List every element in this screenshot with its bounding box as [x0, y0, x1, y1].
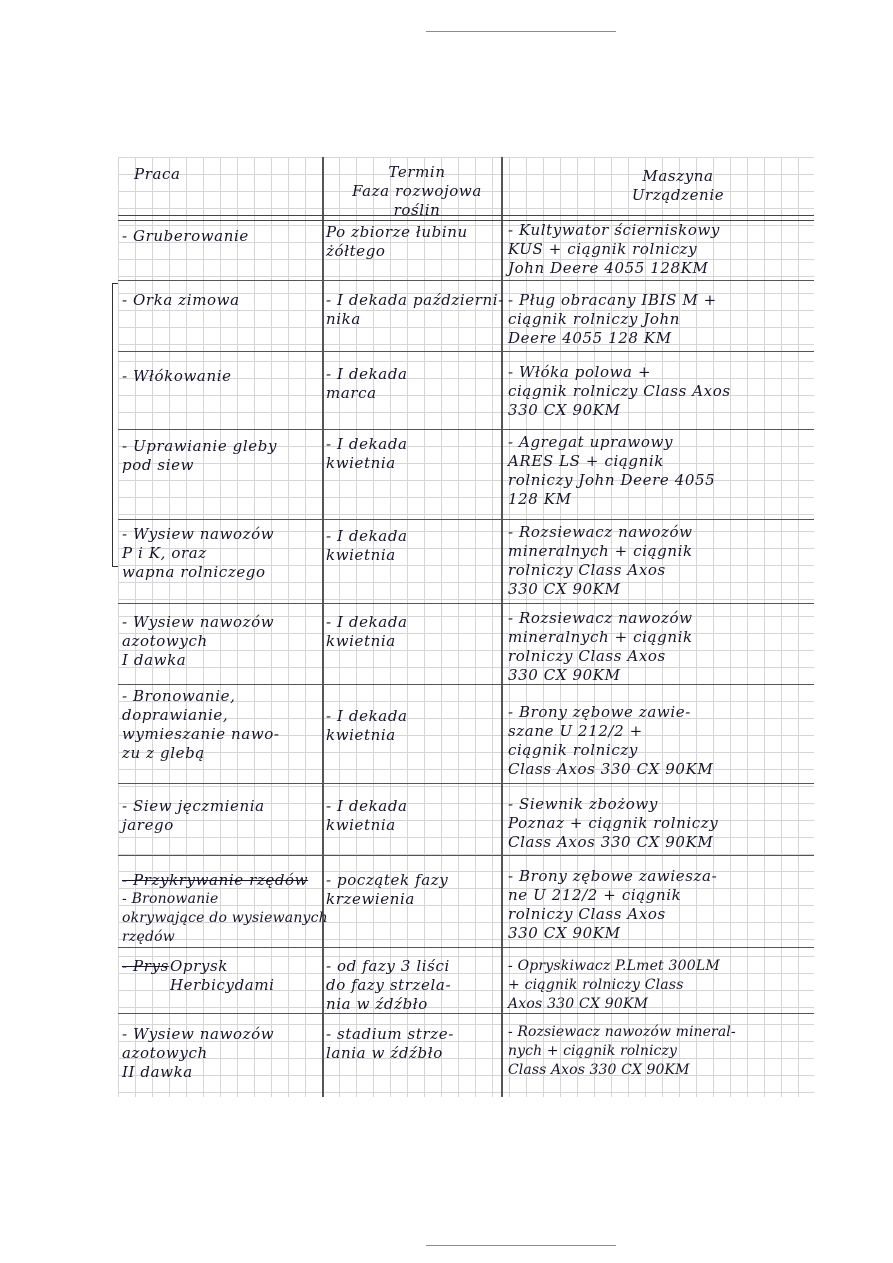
- header-maszyna: Maszyna Urządzenie: [631, 167, 725, 204]
- row-11-maszyna: - Rozsiewacz nawozów mineral- nych + ciągnik rolniczy Class Axos 330 CX 90KM: [508, 1024, 736, 1078]
- row-10-maszyna: - Opryskiwacz P.Lmet 300LM + ciągnik rolniczy Class Axos 330 CX 90KM: [508, 958, 720, 1012]
- row-2-praca: - Orka zimowa: [122, 291, 240, 309]
- row-4-maszyna: - Agregat uprawowy ARES LS + ciągnik rolniczy John Deere 4055 128 KM: [508, 433, 716, 508]
- row-divider: [118, 783, 814, 784]
- row-1-maszyna: - Kultywator ścierniskowy KUS + ciągnik rolniczy John Deere 4055 128KM: [508, 221, 720, 277]
- row-7-maszyna: - Brony zębowe zawie- szane U 212/2 + ciągnik rolniczy Class Axos 330 CX 90KM: [508, 703, 714, 778]
- header-termin: Termin Faza rozwojowa roślin: [352, 163, 482, 219]
- row-divider: [118, 684, 814, 685]
- row-6-praca: - Wysiew nawozów azotowych I dawka: [122, 613, 275, 669]
- row-3-termin: - I dekada marca: [326, 365, 408, 402]
- column-divider: [322, 157, 324, 1097]
- row-10-praca-struck: - Prys: [122, 957, 169, 975]
- row-9-praca-struck: - Przykrywanie rzędów: [122, 871, 309, 889]
- row-divider: [118, 429, 814, 430]
- handwritten-table: [118, 157, 814, 1097]
- row-10-termin: - od fazy 3 liści do fazy strzela- nia w źdźbło: [326, 957, 452, 1013]
- row-6-maszyna: - Rozsiewacz nawozów mineralnych + ciągnik rolniczy Class Axos 330 CX 90KM: [508, 609, 693, 684]
- row-10-praca: Oprysk Herbicydami: [170, 957, 275, 994]
- row-divider: [118, 603, 814, 604]
- row-8-maszyna: - Siewnik zbożowy Poznaz + ciągnik rolniczy Class Axos 330 CX 90KM: [508, 795, 719, 851]
- row-divider: [118, 519, 814, 520]
- row-8-praca: - Siew jęczmienia jarego: [122, 797, 265, 834]
- row-5-termin: - I dekada kwietnia: [326, 527, 408, 564]
- row-4-praca: - Uprawianie gleby pod siew: [122, 437, 278, 474]
- row-1-termin: Po zbiorze łubinu żółtego: [326, 223, 468, 260]
- row-11-termin: - stadium strze- lania w źdźbło: [326, 1025, 454, 1062]
- row-2-maszyna: - Pług obracany IBIS M + ciągnik rolniczy John Deere 4055 128 KM: [508, 291, 717, 347]
- row-3-maszyna: - Włóka polowa + ciągnik rolniczy Class Axos 330 CX 90KM: [508, 363, 731, 419]
- bottom-page-rule: [426, 1245, 616, 1246]
- row-4-termin: - I dekada kwietnia: [326, 435, 408, 472]
- row-1-praca: - Gruberowanie: [122, 227, 249, 245]
- row-divider: [118, 351, 814, 352]
- row-5-praca: - Wysiew nawozów P i K, oraz wapna rolniczego: [122, 525, 275, 581]
- row-divider: [118, 855, 814, 856]
- row-9-maszyna: - Brony zębowe zawiesza- ne U 212/2 + ciągnik rolniczy Class Axos 330 CX 90KM: [508, 867, 718, 942]
- row-7-praca: - Bronowanie, doprawianie, wymieszanie nawo- zu z glebą: [122, 687, 280, 762]
- row-8-termin: - I dekada kwietnia: [326, 797, 408, 834]
- row-3-praca: - Włókowanie: [122, 367, 232, 385]
- row-6-termin: - I dekada kwietnia: [326, 613, 408, 650]
- row-divider: [118, 280, 814, 281]
- row-9-praca: - Bronowanie okrywające do wysiewanych rzędów: [122, 891, 328, 945]
- row-2-termin: - I dekada październi- nika: [326, 291, 504, 328]
- row-5-maszyna: - Rozsiewacz nawozów mineralnych + ciągnik rolniczy Class Axos 330 CX 90KM: [508, 523, 693, 598]
- row-7-termin: - I dekada kwietnia: [326, 707, 408, 744]
- header-praca: Praca: [134, 165, 181, 183]
- row-divider: [118, 947, 814, 948]
- row-11-praca: - Wysiew nawozów azotowych II dawka: [122, 1025, 275, 1081]
- row-9-termin: - początek fazy krzewienia: [326, 871, 449, 908]
- top-page-rule: [426, 31, 616, 32]
